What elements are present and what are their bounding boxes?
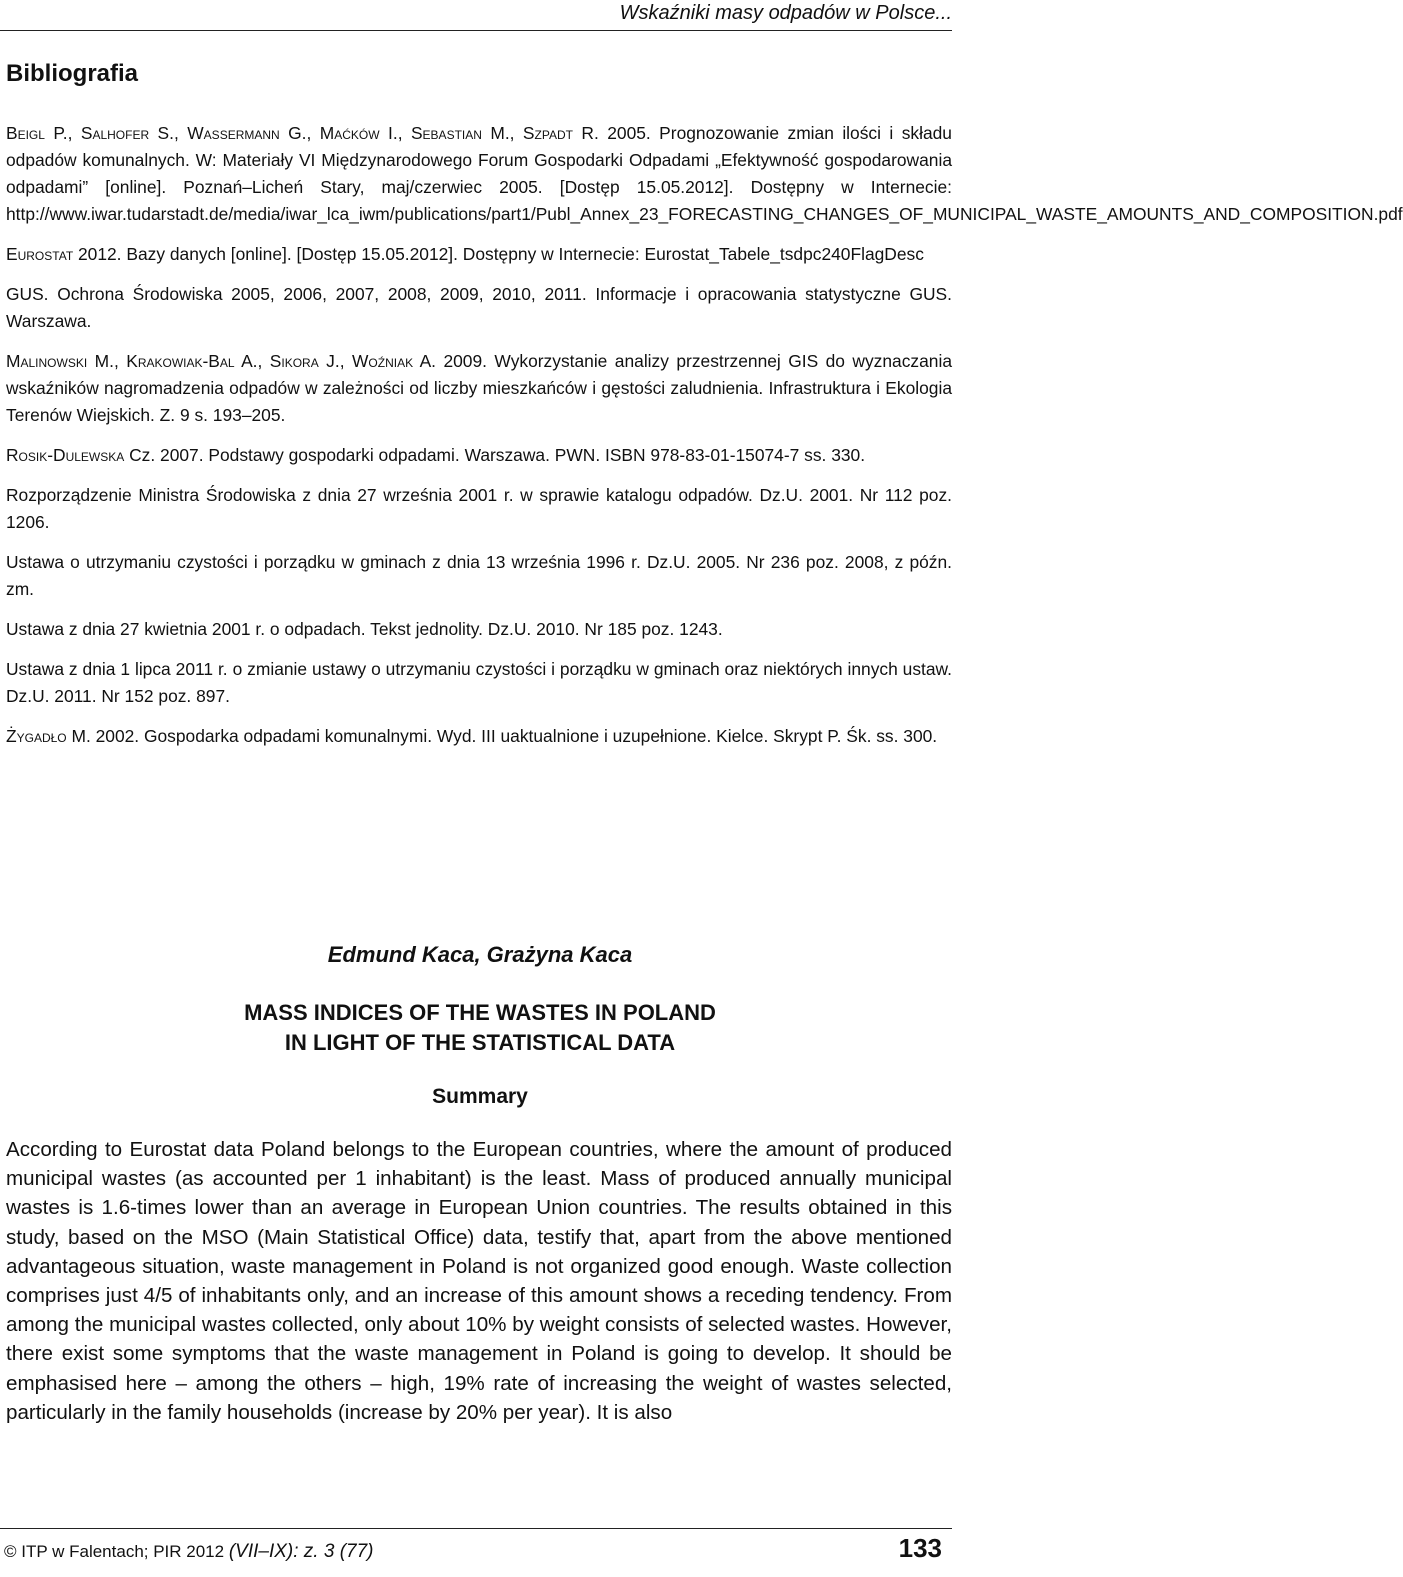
- entry-text: Ustawa z dnia 1 lipca 2011 r. o zmianie ustawy o utrzymaniu czystości i porządku w gminach oraz niektórych innych ustaw. Dz.U. 2011. Nr 152 poz. 897.: [6, 659, 952, 706]
- summary-heading: Summary: [432, 1085, 528, 1108]
- bibliography-entry: [6, 656, 952, 710]
- author-initials: M.,: [87, 351, 127, 371]
- bibliography-list: [6, 120, 1403, 763]
- bibliography-entry: [6, 549, 952, 603]
- entry-text: Ustawa o utrzymaniu czystości i porządku w gminach z dnia 13 września 1996 r. Dz.U. 2005. Nr 236 poz. 2008, z późn. zm.: [6, 552, 952, 599]
- bibliography-entry: [6, 482, 952, 536]
- bibliography-entry: [6, 241, 952, 268]
- author-name: Szpadt: [522, 123, 573, 143]
- entry-text: 2002. Gospodarka odpadami komunalnymi. Wyd. III uaktualnione i uzupełnione. Kielce. Skrypt P. Śk. ss. 300.: [95, 726, 938, 746]
- author-name: Woźniak: [352, 351, 414, 371]
- author-initials: J.,: [318, 351, 352, 371]
- running-title: Wskaźniki masy odpadów w Polsce...: [619, 2, 952, 24]
- footer-publisher: © ITP w Falentach; PIR 2012: [4, 1542, 229, 1561]
- bibliography-entry: [6, 348, 952, 429]
- author-name: Sebastian: [410, 123, 482, 143]
- author-initials: S.,: [149, 123, 188, 143]
- page-footer: [0, 1528, 952, 1569]
- abstract-title: [0, 998, 960, 1058]
- author-name: Eurostat: [6, 244, 74, 264]
- entry-text: Ustawa z dnia 27 kwietnia 2001 r. o odpadach. Tekst jednolity. Dz.U. 2010. Nr 185 poz. 1243.: [6, 619, 723, 639]
- bibliography-entry: [6, 616, 952, 643]
- author-initials: G.,: [279, 123, 320, 143]
- author-name: Beigl: [6, 123, 45, 143]
- entry-text: 2012. Bazy danych [online]. [Dostęp 15.05.2012]. Dostępny w Internecie: Eurostat_Tabele_tsdpc240FlagDesc: [78, 244, 924, 264]
- bibliography-entry: [6, 120, 1403, 228]
- author-name: Salhofer: [80, 123, 150, 143]
- bibliography-entry: [6, 281, 952, 335]
- entry-text: GUS. Ochrona Środowiska 2005, 2006, 2007, 2008, 2009, 2010, 2011. Informacje i opracowania statystyczne GUS. Warszawa.: [6, 284, 952, 331]
- author-name: Krakowiak-Bal: [126, 351, 235, 371]
- author-initials: A.: [413, 351, 444, 371]
- abstract-title-line-1: MASS INDICES OF THE WASTES IN POLAND: [244, 1000, 716, 1025]
- author-name: Wassermann: [187, 123, 280, 143]
- author-initials: M.,: [481, 123, 523, 143]
- author-name: Malinowski: [6, 351, 88, 371]
- author-name: Maćków: [319, 123, 380, 143]
- author-initials: A.,: [234, 351, 270, 371]
- entry-text: Rozporządzenie Ministra Środowiska z dnia 27 września 2001 r. w sprawie katalogu odpadów. Dz.U. 2001. Nr 112 poz. 1206.: [6, 485, 952, 532]
- bibliography-entry: [6, 442, 952, 469]
- author-initials: M.: [66, 726, 96, 746]
- entry-text: 2005. Prognozowanie zmian ilości i składu odpadów komunalnych. W: Materiały VI Międzynarodowego Forum Gospodarki Odpadami „Efektywność gospodarowania odpadami” [online]. Poznań–Licheń Stary, maj/czerwiec 2005. [Dostęp 15.05.2012]. Dostępny w Internecie: http://www.iwar.tudarstadt.de/media/iwar_lca_iwm/publications/part1/Publ_Annex_23_FORECASTING_CHANGES_OF_MUNICIPAL_WASTE_AMOUNTS_AND_COMPOSITION.pdf: [6, 123, 1403, 224]
- page-number: 133: [898, 1533, 942, 1563]
- summary-text: According to Eurostat data Poland belongs to the European countries, where the amount of produced municipal wastes (as accounted per 1 inhabitant) is the least. Mass of produced annually municipal wastes is 1.6-times lower than an average in European Union countries. The results obtained in this study, based on the MSO (Main Statistical Office) data, testify that, apart from the above mentioned advantageous situation, waste management in Poland is not organized good enough. Waste collection comprises just 4/5 of inhabitants only, and an increase of this amount shows a receding tendency. From among the municipal wastes collected, only about 10% by weight consists of selected wastes. However, there exist some symptoms that the waste management in Poland is going to develop. It should be emphasised here – among the others – high, 19% rate of increasing the weight of wastes selected, particularly in the family households (increase by 20% per year). It is also: [6, 1138, 952, 1424]
- bibliography-title: Bibliografia: [6, 60, 139, 87]
- author-initials: I.,: [379, 123, 411, 143]
- footer-citation: [4, 1541, 373, 1563]
- entry-text: 2009. Wykorzystanie analizy przestrzennej GIS do wyznaczania wskaźników nagromadzenia odpadów w zależności od liczby mieszkańców i gęstości zaludnienia. Infrastruktura i Ekologia Terenów Wiejskich. Z. 9 s. 193–205.: [6, 351, 952, 425]
- author-name: Sikora: [269, 351, 319, 371]
- running-header: [0, 0, 952, 31]
- footer-volume: (VII–IX): z. 3 (77): [228, 1541, 374, 1562]
- entry-text: 2007. Podstawy gospodarki odpadami. Warszawa. PWN. ISBN 978-83-01-15074-7 ss. 330.: [160, 445, 866, 465]
- abstract-title-line-2: IN LIGHT OF THE STATISTICAL DATA: [284, 1030, 676, 1055]
- author-name: Żygadło: [6, 726, 67, 746]
- bibliography-entry: [6, 723, 952, 750]
- author-name: Rosik-Dulewska: [6, 445, 125, 465]
- abstract-authors: Edmund Kaca, Grażyna Kaca: [327, 942, 633, 967]
- author-initials: R.: [572, 123, 608, 143]
- author-initials: P.,: [44, 123, 81, 143]
- author-initials: Cz.: [124, 445, 161, 465]
